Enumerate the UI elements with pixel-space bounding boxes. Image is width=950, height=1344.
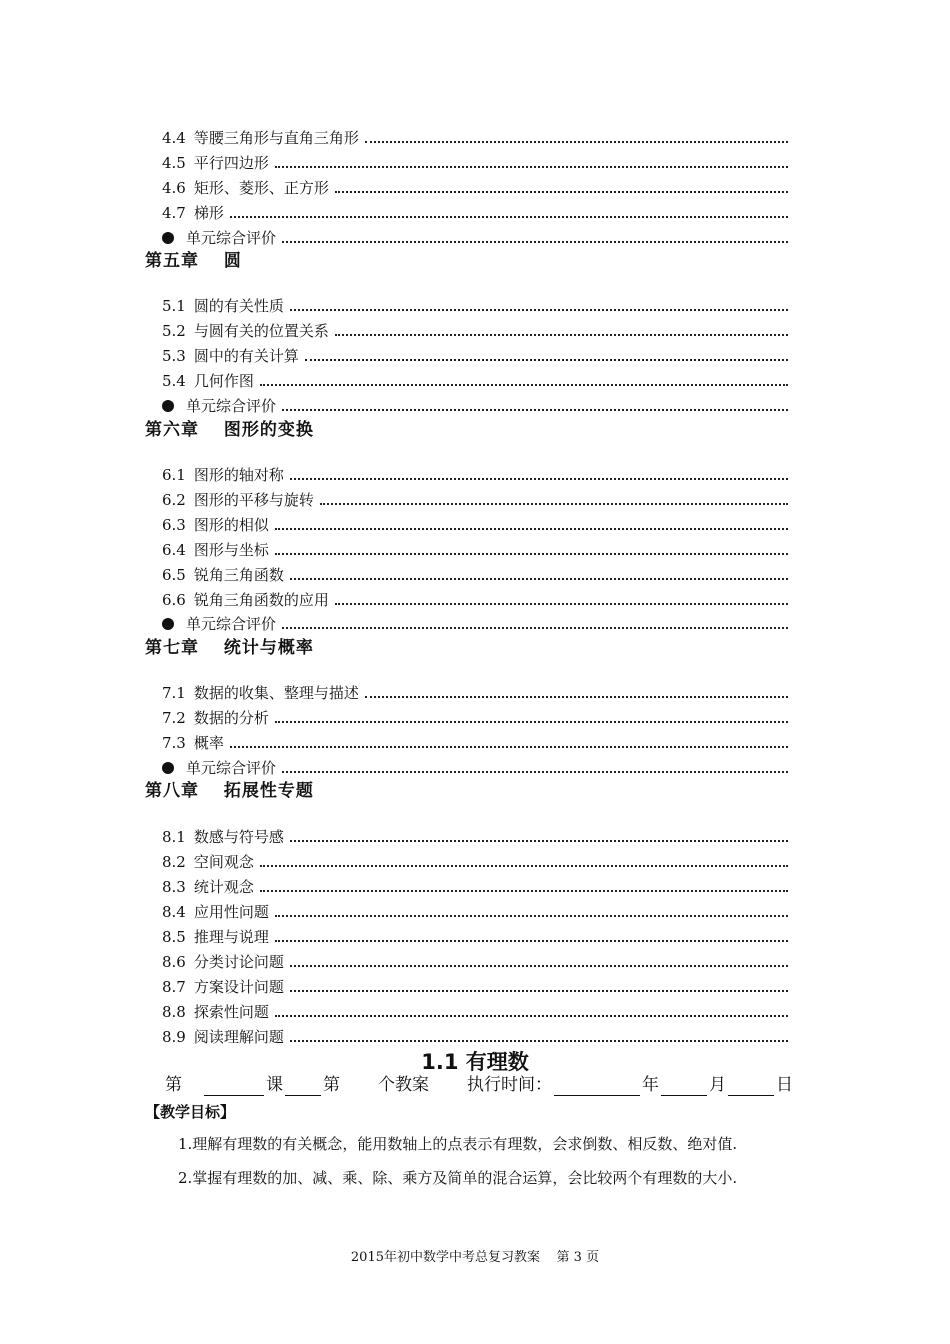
toc-leader-dots xyxy=(305,341,788,361)
bullet-icon xyxy=(162,618,174,630)
toc-entry-title: 单元综合评价 xyxy=(186,759,277,777)
toc-entry-number: 7.2 xyxy=(162,709,186,727)
lesson-title: 1.1 有理数 xyxy=(421,1050,529,1074)
toc-entry-6-2[interactable] xyxy=(162,486,788,510)
toc-entry-number: 8.4 xyxy=(162,903,186,921)
toc-entry-number: 8.8 xyxy=(162,1003,186,1021)
toc-entry-6-6[interactable] xyxy=(162,586,788,610)
toc-entry-number: 8.2 xyxy=(162,853,186,871)
bullet-icon xyxy=(162,232,174,244)
toc-entry-8-5[interactable] xyxy=(162,923,788,947)
toc-entry-4-7[interactable] xyxy=(162,199,788,223)
toc-entry-number: 8.1 xyxy=(162,828,186,846)
day-blank[interactable] xyxy=(728,1077,774,1096)
toc-leader-dots xyxy=(230,728,788,748)
year-blank[interactable] xyxy=(554,1077,640,1096)
toc-entry-title: 锐角三角函数的应用 xyxy=(193,591,329,609)
toc-leader-dots xyxy=(275,510,788,530)
toc-leader-dots xyxy=(290,947,788,967)
toc-entry-title: 等腰三角形与直角三角形 xyxy=(193,129,359,147)
meta-day: 日 xyxy=(776,1075,793,1095)
meta-jiaoan: 个教案 xyxy=(378,1075,429,1095)
chapter-heading-5[interactable] xyxy=(145,250,242,272)
toc-leader-dots xyxy=(335,316,788,336)
toc-entry-number: 6.2 xyxy=(162,491,186,509)
toc-entry-title: 概率 xyxy=(193,734,224,752)
chapter-title: 圆 xyxy=(223,251,242,271)
chapter-heading-7[interactable] xyxy=(145,637,314,659)
toc-entry-title: 数感与符号感 xyxy=(193,828,284,846)
chapter-heading-8[interactable] xyxy=(145,780,314,802)
toc-entry-title: 分类讨论问题 xyxy=(193,953,284,971)
toc-entry-title: 图形的轴对称 xyxy=(193,466,284,484)
toc-entry-8-4[interactable] xyxy=(162,898,788,922)
meta-di2: 第 xyxy=(323,1075,340,1095)
toc-entry-number: 6.1 xyxy=(162,466,186,484)
toc-entry-title: 统计观念 xyxy=(193,878,254,896)
footer-page-number: 第 3 页 xyxy=(556,1250,600,1265)
toc-leader-dots xyxy=(290,291,788,311)
toc-entry-number: 4.5 xyxy=(162,154,186,172)
toc-leader-dots xyxy=(282,391,788,411)
lesson-meta-line xyxy=(165,1074,793,1096)
toc-entry-title: 矩形、菱形、正方形 xyxy=(193,179,329,197)
toc-entry-title: 应用性问题 xyxy=(193,903,269,921)
teaching-goal-2: 2.掌握有理数的加、减、乘、除、乘方及简单的混合运算，会比较两个有理数的大小. xyxy=(178,1169,738,1187)
toc-entry-8-8[interactable] xyxy=(162,998,788,1022)
toc-entry-8-7[interactable] xyxy=(162,973,788,997)
toc-entry-number: 5.4 xyxy=(162,372,186,390)
toc-leader-dots xyxy=(275,922,788,942)
toc-entry-6-1[interactable] xyxy=(162,461,788,485)
chapter-title: 拓展性专题 xyxy=(223,781,314,801)
toc-entry-title: 空间观念 xyxy=(193,853,254,871)
toc-leader-dots xyxy=(260,366,788,386)
toc-entry-8-3[interactable] xyxy=(162,873,788,897)
toc-entry-5-2[interactable] xyxy=(162,317,788,341)
chapter-title: 图形的变换 xyxy=(223,420,314,440)
toc-entry-title: 与圆有关的位置关系 xyxy=(193,322,329,340)
toc-entry-title: 单元综合评价 xyxy=(186,229,277,247)
toc-leader-dots xyxy=(290,972,788,992)
toc-entry-title: 图形的相似 xyxy=(193,516,269,534)
toc-entry-number: 6.6 xyxy=(162,591,186,609)
toc-entry-7-2[interactable] xyxy=(162,704,788,728)
toc-entry-6-5[interactable] xyxy=(162,561,788,585)
toc-entry-title: 数据的收集、整理与描述 xyxy=(193,684,359,702)
meta-ke: 课 xyxy=(266,1075,283,1095)
toc-leader-dots xyxy=(260,847,788,867)
toc-leader-dots xyxy=(365,123,788,143)
toc-entry-8-2[interactable] xyxy=(162,848,788,872)
toc-entry-number: 8.9 xyxy=(162,1028,186,1046)
toc-entry-title: 图形的平移与旋转 xyxy=(193,491,314,509)
month-blank[interactable] xyxy=(661,1077,707,1096)
toc-leader-dots xyxy=(260,872,788,892)
toc-entry-title: 圆的有关性质 xyxy=(193,297,284,315)
meta-di: 第 xyxy=(165,1075,182,1095)
toc-leader-dots xyxy=(335,585,788,605)
chapter-number: 第六章 xyxy=(145,420,199,440)
toc-entry-title: 锐角三角函数 xyxy=(193,566,284,584)
toc-entry-title: 推理与说理 xyxy=(193,928,269,946)
toc-entry-5-1[interactable] xyxy=(162,292,788,316)
toc-leader-dots xyxy=(290,822,788,842)
toc-leader-dots xyxy=(320,485,788,505)
toc-entry-number: 8.3 xyxy=(162,878,186,896)
chapter-number: 第八章 xyxy=(145,781,199,801)
toc-entry-title: 平行四边形 xyxy=(193,154,269,172)
toc-entry-title: 探索性问题 xyxy=(193,1003,269,1021)
toc-leader-dots xyxy=(275,703,788,723)
toc-entry-number: 5.2 xyxy=(162,322,186,340)
toc-leader-dots xyxy=(365,678,788,698)
toc-entry-title: 图形与坐标 xyxy=(193,541,269,559)
toc-entry-title: 方案设计问题 xyxy=(193,978,284,996)
toc-entry-number: 6.3 xyxy=(162,516,186,534)
toc-entry-title: 单元综合评价 xyxy=(186,615,277,633)
toc-entry-number: 8.7 xyxy=(162,978,186,996)
toc-leader-dots xyxy=(282,223,788,243)
meta-month: 月 xyxy=(709,1075,726,1095)
meta-time-label: 执行时间： xyxy=(467,1075,552,1095)
toc-entry-5-3[interactable] xyxy=(162,342,788,366)
toc-entry-number: 8.5 xyxy=(162,928,186,946)
toc-entry-unit-review-6[interactable] xyxy=(162,610,788,634)
toc-entry-number: 4.7 xyxy=(162,204,186,222)
toc-entry-title: 圆中的有关计算 xyxy=(193,347,299,365)
toc-entry-title: 阅读理解问题 xyxy=(193,1028,284,1046)
footer-title: 2015年初中数学中考总复习教案 xyxy=(350,1250,540,1265)
bullet-icon xyxy=(162,762,174,774)
teaching-goals-label: 【教学目标】 xyxy=(145,1103,236,1121)
toc-leader-dots xyxy=(230,198,788,218)
page-footer xyxy=(0,1246,950,1265)
toc-entry-number: 6.5 xyxy=(162,566,186,584)
toc-entry-4-4[interactable] xyxy=(162,124,788,148)
toc-entry-unit-review-5[interactable] xyxy=(162,392,788,416)
toc-entry-7-3[interactable] xyxy=(162,729,788,753)
toc-entry-number: 5.3 xyxy=(162,347,186,365)
chapter-heading-6[interactable] xyxy=(145,419,314,441)
toc-entry-number: 7.1 xyxy=(162,684,186,702)
toc-entry-number: 8.6 xyxy=(162,953,186,971)
toc-entry-title: 数据的分析 xyxy=(193,709,269,727)
toc-entry-4-5[interactable] xyxy=(162,149,788,173)
toc-entry-8-6[interactable] xyxy=(162,948,788,972)
toc-entry-number: 6.4 xyxy=(162,541,186,559)
chapter-number: 第五章 xyxy=(145,251,199,271)
toc-entry-8-9[interactable] xyxy=(162,1023,788,1047)
toc-entry-title: 单元综合评价 xyxy=(186,397,277,415)
toc-entry-title: 几何作图 xyxy=(193,372,254,390)
toc-leader-dots xyxy=(290,460,788,480)
toc-entry-title: 梯形 xyxy=(193,204,224,222)
toc-leader-dots xyxy=(275,997,788,1017)
toc-leader-dots xyxy=(275,897,788,917)
toc-entry-6-3[interactable] xyxy=(162,511,788,535)
toc-leader-dots xyxy=(282,609,788,629)
chapter-title: 统计与概率 xyxy=(223,638,314,658)
meta-year: 年 xyxy=(642,1075,659,1095)
toc-leader-dots xyxy=(335,173,788,193)
toc-leader-dots xyxy=(275,148,788,168)
toc-entry-7-1[interactable] xyxy=(162,679,788,703)
toc-entry-unit-review-7[interactable] xyxy=(162,754,788,778)
toc-leader-dots xyxy=(282,753,788,773)
toc-entry-number: 4.4 xyxy=(162,129,186,147)
toc-entry-unit-review-4[interactable] xyxy=(162,224,788,248)
period-number-blank[interactable] xyxy=(285,1077,321,1096)
bullet-icon xyxy=(162,400,174,412)
lesson-number-blank[interactable] xyxy=(204,1077,264,1096)
toc-entry-number: 4.6 xyxy=(162,179,186,197)
teaching-goal-1: 1.理解有理数的有关概念，能用数轴上的点表示有理数，会求倒数、相反数、绝对值. xyxy=(178,1135,738,1153)
chapter-number: 第七章 xyxy=(145,638,199,658)
toc-entry-number: 5.1 xyxy=(162,297,186,315)
toc-leader-dots xyxy=(290,560,788,580)
toc-entry-6-4[interactable] xyxy=(162,536,788,560)
toc-entry-8-1[interactable] xyxy=(162,823,788,847)
toc-entry-number: 7.3 xyxy=(162,734,186,752)
toc-leader-dots xyxy=(290,1022,788,1042)
toc-entry-4-6[interactable] xyxy=(162,174,788,198)
toc-entry-5-4[interactable] xyxy=(162,367,788,391)
toc-leader-dots xyxy=(275,535,788,555)
